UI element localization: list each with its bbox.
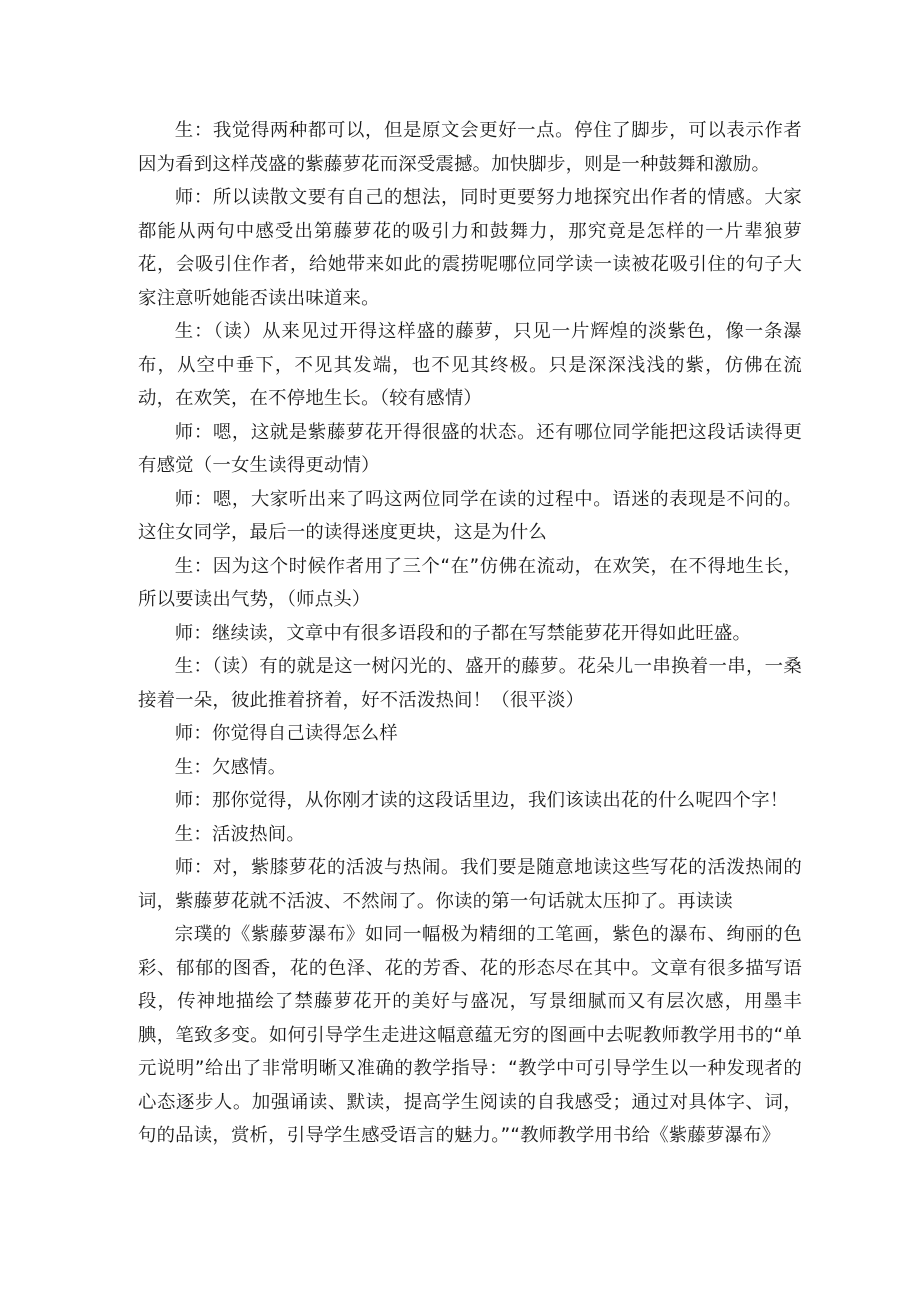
paragraph-13: 师：对，紫膝萝花的活波与热闹。我们要是随意地读这些写花的活泼热闹的词，紫藤萝花就不活波、不然闹了。你读的第一句话就太压抑了。再读读 <box>138 857 802 912</box>
paragraph-6: 生：因为这个时候作者用了三个“在”仿佛在流动，在欢笑，在不得地生长，所以要读出气势，（师点头） <box>138 555 802 610</box>
paragraph-5: 师：嗯，大家听出来了吗这两位同学在读的过程中。语迷的表现是不问的。这住女同学，最后一的读得迷度更块，这是为什么 <box>138 488 802 543</box>
paragraph-14: 宗璞的《紫藤萝瀑布》如同一幅极为精细的工笔画，紫色的瀑布、绚丽的色彩、郁郁的图香，花的色泽、花的芳香、花的形态尽在其中。文章有很多描写语段，传神地描绘了禁藤萝花开的美好与盛况，写景细腻而又有层次感，用墨丰腆，笔致多变。如何引导学生走进这幅意蕴无穷的图画中去呢教师教学用书的“单元说明”给出了非常明晰又准确的教学指导：“教学中可引导学生以一种发现者的心态逐步人。加强诵读、默读，提高学生阅读的自我感受；通过对具体字、词，句的品读，赏析，引导学生感受语言的魅力。”“教师教学用书给《紫藤萝瀑布》 <box>138 924 802 1146</box>
paragraph-7: 师：继续读，文章中有很多语段和的子都在写禁能萝花开得如此旺盛。 <box>174 622 752 644</box>
paragraph-11: 师：那你觉得，从你刚才读的这段话里边，我们该读出花的什么呢四个字！ <box>174 790 789 811</box>
paragraph-2: 师：所以读散文要有自己的想法，同时更要努力地探究出作者的情感。大家都能从两句中感受出第藤萝花的吸引力和鼓舞力，那究竟是怎样的一片辈狼萝花，会吸引住作者，给她带来如此的震捞呢哪位同学读一读被花吸引住的句子大家注意听她能否读出味道来。 <box>138 187 802 309</box>
paragraph-9: 师：你觉得自己读得怎么样 <box>174 723 398 744</box>
paragraph-8: 生：（读）有的就是这一树闪光的、盛开的藤萝。花朵儿一串换着一串，一桑接着一朵，彼此推着挤着，好不活泼热间！（很平淡） <box>138 656 802 711</box>
paragraph-10: 生：欠感情。 <box>174 756 287 778</box>
document-body <box>138 114 802 1153</box>
paragraph-12: 生：活波热间。 <box>174 823 305 845</box>
paragraph-3: 生：（读）从来见过开得这样盛的藤萝，只见一片辉煌的淡紫色，像一条瀑布，从空中垂下，不见其发端，也不见其终极。只是深深浅浅的紫，仿佛在流动，在欢笑，在不停地生长。（较有感情） <box>138 321 802 409</box>
paragraph-1: 生：我觉得两种都可以，但是原文会更好一点。停住了脚步，可以表示作者因为看到这样茂盛的紫藤萝花而深受震撼。加快脚步，则是一种鼓舞和激励。 <box>138 120 802 175</box>
paragraph-4: 师：嗯，这就是紫藤萝花开得很盛的状态。还有哪位同学能把这段话读得更有感觉（一女生读得更动情） <box>138 421 802 476</box>
